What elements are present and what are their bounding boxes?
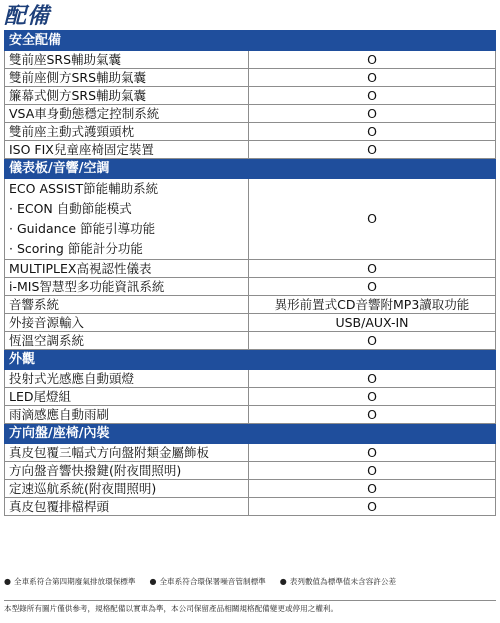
section-title: 外觀	[5, 350, 496, 370]
item-value: O	[249, 462, 496, 480]
item-value: O	[249, 179, 496, 260]
item-name: VSA車身動態穩定控制系統	[5, 105, 249, 123]
footnote: 本型錄所有圖片僅供參考，規格配備以實車為準，本公司保留產品相關規格配備變更或停用之權利。	[4, 600, 496, 614]
table-row	[5, 406, 496, 424]
bullet-icon: ●	[279, 577, 287, 586]
item-value: O	[249, 87, 496, 105]
item-name: 方向盤音響快撥鍵(附夜間照明)	[5, 462, 249, 480]
table-row	[5, 296, 496, 314]
table-row	[5, 462, 496, 480]
item-name: 雨滴感應自動雨刷	[5, 406, 249, 424]
table-row	[5, 314, 496, 332]
table-row	[5, 278, 496, 296]
section-header-safety	[5, 31, 496, 51]
eco-line: · Scoring 節能計分功能	[9, 241, 143, 256]
item-name: 投射式光感應自動頭燈	[5, 370, 249, 388]
item-value: O	[249, 370, 496, 388]
item-value: O	[249, 406, 496, 424]
legend	[4, 576, 496, 587]
table-row	[5, 498, 496, 516]
table-row	[5, 388, 496, 406]
legend-text: 全車系符合第四期廢氣排放環保標準	[13, 577, 136, 586]
section-title: 儀表板/音響/空調	[5, 159, 496, 179]
item-value: O	[249, 444, 496, 462]
eco-line: · Guidance 節能引導功能	[9, 221, 156, 236]
table-row	[5, 51, 496, 69]
table-row	[5, 444, 496, 462]
table-row	[5, 260, 496, 278]
section-title: 方向盤/座椅/內裝	[5, 424, 496, 444]
table-row	[5, 332, 496, 350]
section-header-exterior	[5, 350, 496, 370]
item-value: O	[249, 51, 496, 69]
equipment-table	[4, 30, 496, 516]
item-value: O	[249, 69, 496, 87]
legend-item	[280, 576, 396, 587]
item-name: 真皮包覆三幅式方向盤附類金屬飾板	[5, 444, 249, 462]
section-header-interior	[5, 424, 496, 444]
item-value: O	[249, 332, 496, 350]
page-title: 配備	[4, 3, 51, 29]
legend-text: 表列數值為標準值未含容許公差	[289, 577, 397, 586]
item-name: 簾幕式側方SRS輔助氣囊	[5, 87, 249, 105]
item-value: O	[249, 141, 496, 159]
table-row	[5, 105, 496, 123]
item-name: 外接音源輸入	[5, 314, 249, 332]
item-name: 音響系統	[5, 296, 249, 314]
item-name: MULTIPLEX高視認性儀表	[5, 260, 249, 278]
item-name: 雙前座SRS輔助氣囊	[5, 51, 249, 69]
item-value: O	[249, 123, 496, 141]
table-row	[5, 370, 496, 388]
eco-line: ECO ASSIST節能輔助系統	[9, 181, 159, 196]
bullet-icon: ●	[4, 577, 11, 586]
section-header-dashboard	[5, 159, 496, 179]
section-title: 安全配備	[5, 31, 496, 51]
item-name: 恆溫空調系統	[5, 332, 249, 350]
item-name: 雙前座主動式護頸頭枕	[5, 123, 249, 141]
table-row	[5, 69, 496, 87]
item-value: O	[249, 388, 496, 406]
eco-line: · ECON 自動節能模式	[9, 201, 132, 216]
item-value: O	[249, 480, 496, 498]
legend-text: 全車系符合環保署噪音管制標準	[159, 577, 266, 586]
item-value: O	[249, 498, 496, 516]
table-row	[5, 480, 496, 498]
item-value: O	[249, 278, 496, 296]
item-value: O	[249, 105, 496, 123]
item-value: O	[249, 260, 496, 278]
item-value: 異形前置式CD音響附MP3讀取功能	[249, 296, 496, 314]
item-name: i-MIS智慧型多功能資訊系統	[5, 278, 249, 296]
legend-item	[149, 576, 265, 587]
legend-item	[4, 576, 135, 587]
table-row	[5, 123, 496, 141]
item-name: 雙前座側方SRS輔助氣囊	[5, 69, 249, 87]
item-name: 定速巡航系統(附夜間照明)	[5, 480, 249, 498]
item-value: USB/AUX-IN	[249, 314, 496, 332]
table-row-eco-assist	[5, 179, 496, 260]
item-name: LED尾燈組	[5, 388, 249, 406]
item-name	[5, 179, 249, 260]
table-row	[5, 87, 496, 105]
table-row	[5, 141, 496, 159]
item-name: ISO FIX兒童座椅固定裝置	[5, 141, 249, 159]
item-name: 真皮包覆排檔桿頭	[5, 498, 249, 516]
bullet-icon: ●	[149, 577, 157, 586]
